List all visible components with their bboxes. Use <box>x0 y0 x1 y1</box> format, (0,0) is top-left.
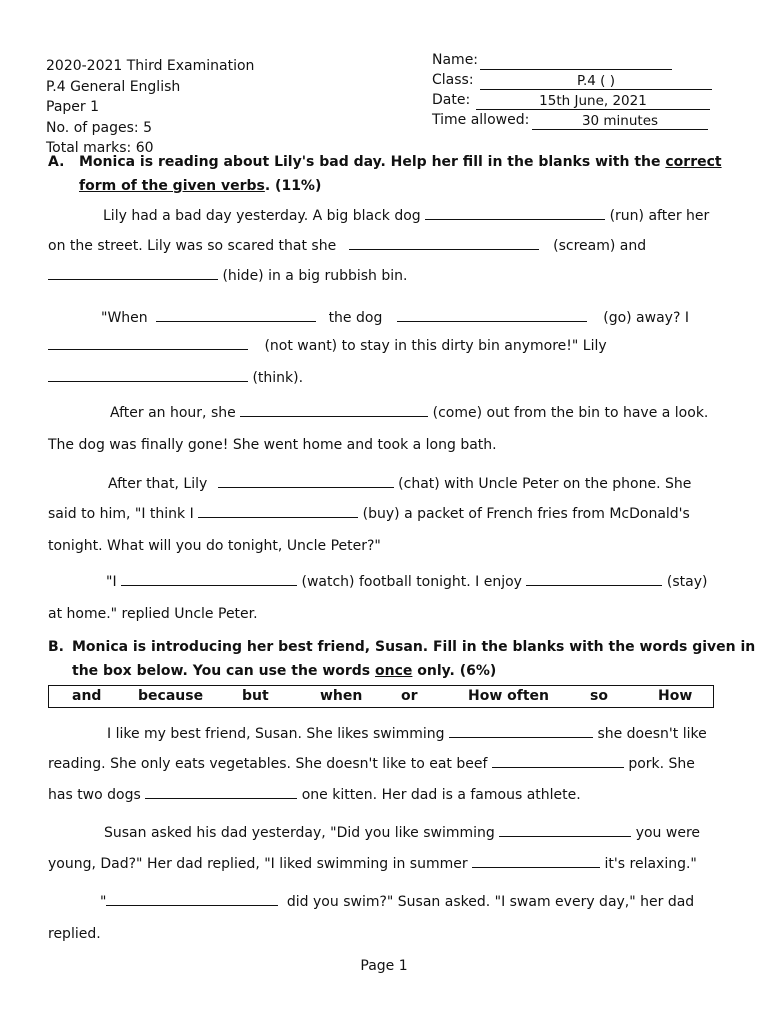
a-line-9: After that, Lily (chat) with Uncle Peter on the phone. She <box>108 476 692 492</box>
section-b-letter: B. <box>48 639 64 655</box>
answer-blank-14[interactable] <box>492 755 624 768</box>
class-label: Class: <box>432 72 474 88</box>
name-field[interactable] <box>480 69 672 70</box>
answer-blank-9[interactable] <box>218 475 394 488</box>
answer-blank-5[interactable] <box>397 309 587 322</box>
answer-blank-15[interactable] <box>145 786 297 799</box>
section-a-title: A. Monica is reading about Lily's bad day. Help her fill in the blanks with the correct <box>48 151 722 173</box>
date-row <box>432 90 712 110</box>
a-line-3: (hide) in a big rubbish bin. <box>48 266 718 286</box>
student-info <box>432 50 712 130</box>
a-line-7: After an hour, she (come) out from the bin to have a look. <box>110 405 709 421</box>
class-row <box>432 70 712 90</box>
word-box <box>48 685 714 708</box>
answer-blank-11[interactable] <box>121 573 297 586</box>
section-b-title: B. Monica is introducing her best friend, Susan. Fill in the blanks with the words given in <box>48 636 755 658</box>
word-option: How often <box>468 688 550 704</box>
answer-blank-17[interactable] <box>472 855 600 868</box>
exam-paper: Paper 1 <box>46 99 100 115</box>
b-line-6: " did you swim?" Susan asked. "I swam every day," her dad <box>100 894 695 910</box>
word-option: so <box>590 688 608 704</box>
answer-blank-4[interactable] <box>156 309 316 322</box>
a-line-12: "I (watch) football tonight. I enjoy (stay) <box>106 574 708 590</box>
answer-blank-2[interactable] <box>349 237 539 250</box>
section-a-title-cont: form of the given verbs. (11%) <box>79 178 322 194</box>
answer-blank-10[interactable] <box>198 505 358 518</box>
answer-blank-18[interactable] <box>106 893 278 906</box>
a-line-10: said to him, "I think I (buy) a packet of French fries from McDonald's <box>48 506 690 522</box>
exam-marks: Total marks: 60 <box>46 140 154 156</box>
word-option: or <box>401 688 418 704</box>
word-option: but <box>242 688 269 704</box>
b-line-7: replied. <box>48 926 101 942</box>
word-option: because <box>138 688 204 704</box>
a-line-4: "When the dog (go) away? I <box>101 310 689 326</box>
word-option: when <box>320 688 363 704</box>
a-line-1: Lily had a bad day yesterday. A big black dog (run) after her <box>103 208 710 224</box>
answer-blank-3[interactable] <box>48 267 218 280</box>
date-label: Date: <box>432 92 471 108</box>
exam-info <box>46 56 254 159</box>
b-line-1: I like my best friend, Susan. She likes swimming she doesn't like <box>107 726 707 742</box>
section-b-title-cont: the box below. You can use the words once only. (6%) <box>72 663 497 679</box>
section-a-letter: A. <box>48 154 65 170</box>
b-line-4: Susan asked his dad yesterday, "Did you like swimming you were <box>104 825 701 841</box>
answer-blank-1[interactable] <box>425 207 605 220</box>
time-field: 30 minutes <box>532 113 708 130</box>
answer-blank-16[interactable] <box>499 824 631 837</box>
b-line-2: reading. She only eats vegetables. She doesn't like to eat beef pork. She <box>48 756 695 772</box>
answer-blank-8[interactable] <box>240 404 428 417</box>
a-line-13: at home." replied Uncle Peter. <box>48 606 258 622</box>
name-row <box>432 50 712 70</box>
answer-blank-6[interactable] <box>48 337 248 350</box>
b-line-3: has two dogs one kitten. Her dad is a famous athlete. <box>48 787 581 803</box>
class-field[interactable]: P.4 ( ) <box>480 73 712 90</box>
a-line-11: tonight. What will you do tonight, Uncle Peter?" <box>48 538 381 554</box>
answer-blank-13[interactable] <box>449 725 593 738</box>
a-line-2: on the street. Lily was so scared that she (scream) and <box>48 238 647 254</box>
b-line-5: young, Dad?" Her dad replied, "I liked swimming in summer it's relaxing." <box>48 856 697 872</box>
answer-blank-7[interactable] <box>48 369 248 382</box>
a-line-5: (not want) to stay in this dirty bin anymore!" Lily <box>48 336 718 356</box>
time-label: Time allowed: <box>432 112 530 128</box>
page-number: Page 1 <box>360 958 408 974</box>
word-option: How <box>658 688 693 704</box>
word-option: and <box>72 688 102 704</box>
a-line-8: The dog was finally gone! She went home and took a long bath. <box>48 437 497 453</box>
exam-pages: No. of pages: 5 <box>46 119 152 136</box>
answer-blank-12[interactable] <box>526 573 662 586</box>
time-row <box>432 110 712 130</box>
a-line-6: (think). <box>48 368 718 388</box>
date-field: 15th June, 2021 <box>476 93 710 110</box>
exam-subject: P.4 General English <box>46 78 181 95</box>
name-label: Name: <box>432 52 479 68</box>
exam-title: 2020-2021 Third Examination <box>46 58 255 74</box>
